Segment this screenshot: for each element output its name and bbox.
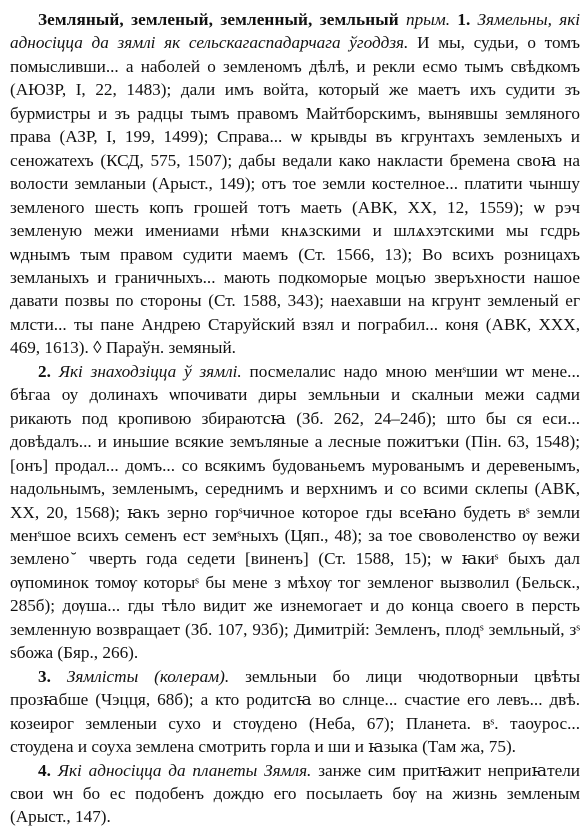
sense-gloss: Зямельны, які адносіцца да зямлі як сельскагаспадарчага ўгоддзя. <box>10 10 581 53</box>
dictionary-entry <box>10 8 580 829</box>
sense-gloss: Зямлісты (колерам). <box>66 666 230 686</box>
sense-1 <box>10 8 580 360</box>
sense-2 <box>10 360 580 665</box>
part-of-speech: прым. <box>405 10 451 29</box>
sense-number: 2. <box>38 361 51 381</box>
headword: Земляный, землeный, земленный, земльный <box>38 10 399 29</box>
sense-number: 1. <box>457 10 471 29</box>
sense-number: 3. <box>38 666 51 686</box>
sense-citations: посмелалис надо мною менˢшии ѡт мене... бѣгаа оу долинахъ ѡпочивати диры земльныи и скалныи межи садми рикають под кропивою збираютсꙗ (Зб. 262, 24–24б); што бы ся еси... довѣдалъ... и иньшие всякие земъляные а лесные пожитъки (Пін. 63, 1548); [онъ] продал... домъ... со всякимъ будованьемъ мурованымъ и деревенымъ, надольнымъ, земленымъ, середнимъ и верхнимъ и со всими склепы (АВК, XX, 20, 1568); ꙗкъ зерно горˢчичное которое гды всеꙗно будеть вˢ земли менˢшое всихъ семенъ ест земˢныхъ (Цяп., 48); за тое своволенство ѹ вежи землено ̆ чверть года седети [виненъ] (Ст. 1588, 15); ѡ ꙗкиˢ быхъ дал ѹпоминок томѹ которыˢ бы мене з мѣхѹ тог земленог вызволил (Бельск., 285б); дѹша... гды тѣло видит же изнемогает и до конца своего в персть земленную возвращает (Зб. 107, 93б); Димитрiй: Земленъ, плодˢ земльный, зˢ ѕбожа (Бяр., 266). <box>10 361 581 663</box>
sense-4 <box>10 759 580 829</box>
sense-citations: земльныи бо лици чюдотворныи цвѣты прозꙗбше (Чэцця, 68б); а кто родитсꙗ во слнце... счастие его левъ... двѣ. козеирог земленыи сухо и стѹдено (Неба, 67); Планета. вˢ. таоурос... стоудена и соуха землена смотрить горла и ши и ꙗзыка (Там жа, 75). <box>10 666 580 757</box>
sense-citations: занже сим притꙗжит неприꙗтели свои ѡн бо ес подобенъ дождю его посылаеть бѹ на жизнь земленым (Арыст., 147). <box>10 760 580 827</box>
sense-3 <box>10 665 580 759</box>
sense-gloss: Які знаходзіцца ў зямлі. <box>58 361 242 381</box>
sense-gloss: Які адносіцца да планеты Зямля. <box>57 760 312 780</box>
sense-citations: И мы, судьи, о томъ помысливши... а наболей о земленомъ дѣлѣ, и рекли есмо тымъ свѣдкомъ (АЮЗР, I, 22, 1483); дали имъ войта, который же маетъ ихъ судити зъ бурмистры и зъ радцы тымъ правомъ Майтборскимъ, вынявшы земляного права (АЗР, I, 199, 1499); Справа... ѡ крывды въ кгрунтахъ земленыхъ и сеножатехъ (КСД, 575, 1507); дабы ведали како накласти бремена своꙗ на волости земланыи (Арыст., 149); отъ тое земли костелное... платити чыншу земленого шесть копъ грошей тотъ маеть (АВК, XX, 12, 1559); ѡ рэч земленую межи имениами нѣми кнѧзскими и шлѧхэтскими мы гсдрь ѡднымъ тым правом судити маемъ (Ст. 1566, 13); Во всихъ розницахъ земланыхъ и граничныхъ... мають подкоморые моцъю зверъхности нашое давати позвы по стороны (Ст. 1588, 343); наехавши на кгрунт земленый ег млсти... ты пане Андрею Старуйский взял и пограбил... коня (АВК, XXX, 469, 1613). ◊ Параўн. земяный. <box>10 33 580 358</box>
sense-number: 4. <box>38 760 51 780</box>
